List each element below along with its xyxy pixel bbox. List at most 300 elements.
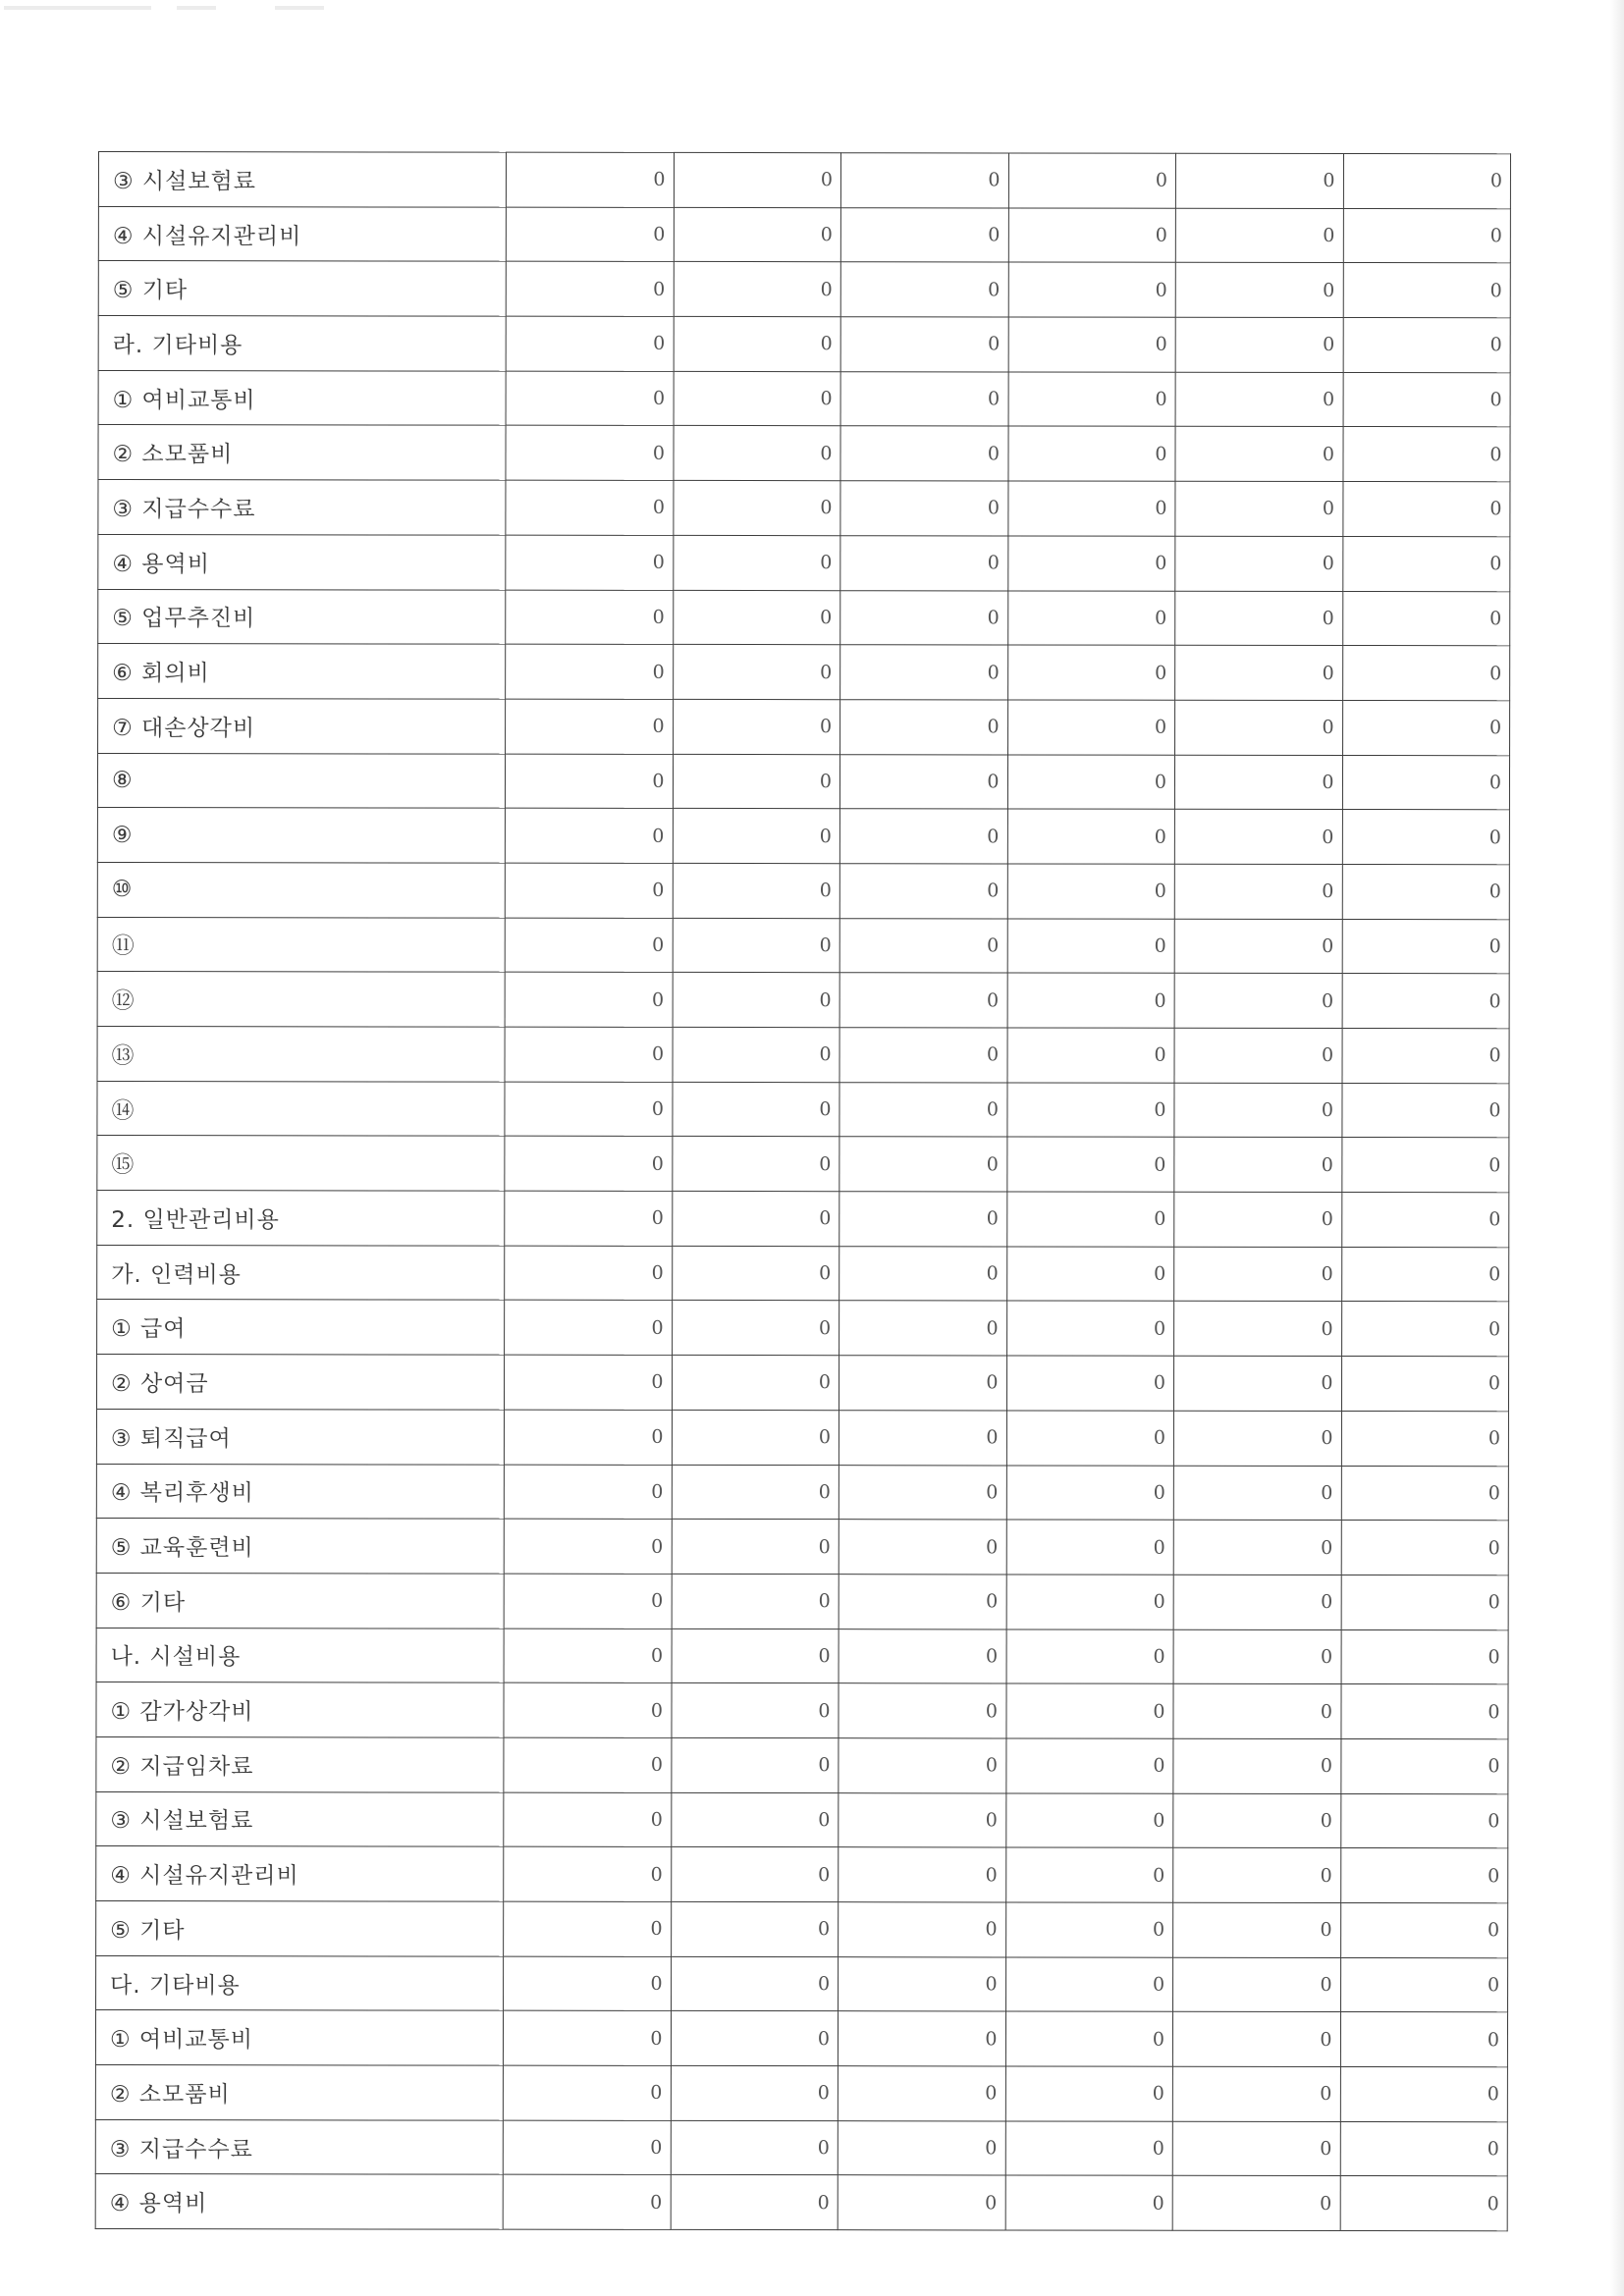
value-cell: 0 [1172,2176,1340,2231]
table-row [98,261,1510,318]
value-cell: 0 [1175,372,1343,427]
table-row [96,1573,1508,1629]
table-row [96,1900,1508,1957]
table-row [98,370,1510,427]
value-cell: 0 [840,317,1008,372]
value-cell: 0 [839,1629,1006,1683]
value-cell: 0 [1005,1847,1173,1902]
value-cell: 0 [505,1137,673,1192]
value-cell: 0 [506,699,674,754]
value-cell: 0 [1172,2121,1340,2176]
value-cell: 0 [672,1356,839,1411]
value-cell: 0 [505,754,673,809]
value-cell: 0 [1340,1848,1508,1903]
table-row [96,1791,1508,1848]
value-cell: 0 [505,918,673,973]
value-cell: 0 [1341,1575,1509,1629]
row-label: 다. 기타비용 [96,1955,504,2010]
value-cell: 0 [674,152,841,207]
value-cell: 0 [504,1901,672,1956]
value-cell: 0 [1175,481,1343,536]
table-row [98,206,1510,263]
value-cell: 0 [1005,1793,1173,1848]
value-cell: 0 [673,973,840,1028]
value-cell: 0 [840,426,1008,481]
value-cell: 0 [1340,1957,1508,2012]
value-cell: 0 [671,1737,839,1792]
value-cell: 0 [672,1629,839,1683]
value-cell: 0 [1342,1028,1510,1083]
value-cell: 0 [839,1028,1007,1083]
value-cell: 0 [504,1737,672,1792]
value-cell: 0 [1340,1738,1508,1793]
value-cell: 0 [1342,427,1510,482]
table-row [96,1736,1508,1793]
value-cell: 0 [1007,481,1175,536]
value-cell: 0 [674,262,841,317]
value-cell: 0 [1174,919,1342,974]
table-row [98,152,1510,209]
row-label: ⑤ 교육훈련비 [96,1519,504,1574]
row-label: ① 감가상각비 [96,1682,504,1737]
value-cell: 0 [1340,2121,1508,2176]
table-row [98,534,1510,591]
value-cell: 0 [1007,426,1175,481]
value-cell: 0 [1007,590,1175,645]
value-cell: 0 [1175,208,1343,263]
row-label: ② 소모품비 [98,425,506,480]
value-cell: 0 [839,1410,1006,1465]
value-cell: 0 [1005,2011,1173,2066]
value-cell: 0 [673,590,840,645]
value-cell: 0 [1343,372,1511,427]
table-row [96,1682,1508,1739]
value-cell: 0 [504,1682,672,1737]
value-cell: 0 [506,480,674,535]
row-label: ⑮ [97,1136,505,1191]
value-cell: 0 [671,2175,839,2230]
value-cell: 0 [1174,1192,1342,1247]
scan-edge-shadow [1610,0,1624,2296]
value-cell: 0 [673,481,840,536]
row-label: ③ 지급수수료 [98,480,506,535]
row-label: ① 여비교통비 [95,2010,503,2065]
scan-artifact [275,6,324,10]
value-cell: 0 [1008,153,1176,208]
value-cell: 0 [1342,864,1510,919]
value-cell: 0 [1343,208,1511,263]
value-cell: 0 [672,1410,839,1465]
value-cell: 0 [1341,1193,1509,1248]
value-cell: 0 [1005,2066,1173,2121]
value-cell: 0 [1342,755,1510,810]
value-cell: 0 [504,1574,672,1629]
value-cell: 0 [1005,2121,1173,2176]
value-cell: 0 [1006,1629,1174,1684]
value-cell: 0 [1007,1028,1175,1083]
value-cell: 0 [1175,536,1343,591]
value-cell: 0 [673,754,840,809]
value-cell: 0 [1174,864,1342,919]
scan-artifact [177,6,216,10]
value-cell: 0 [1006,1247,1174,1302]
value-cell: 0 [1340,2176,1508,2231]
value-cell: 0 [671,1847,839,1902]
row-label: ② 상여금 [96,1355,504,1410]
value-cell: 0 [839,1738,1006,1793]
value-cell: 0 [1343,263,1511,318]
value-cell: 0 [505,1191,673,1246]
value-cell: 0 [838,2066,1005,2121]
value-cell: 0 [1007,755,1175,810]
value-cell: 0 [1341,1521,1509,1575]
value-cell: 0 [672,1301,839,1356]
value-cell: 0 [505,808,673,863]
value-cell: 0 [1005,2175,1173,2230]
value-cell: 0 [839,973,1007,1028]
value-cell: 0 [1172,2012,1340,2067]
value-cell: 0 [1006,1356,1174,1411]
value-cell: 0 [1006,1301,1174,1356]
value-cell: 0 [839,1301,1007,1356]
value-cell: 0 [1342,810,1510,865]
expense-table [95,151,1511,2231]
value-cell: 0 [1007,973,1175,1028]
value-cell: 0 [1341,1138,1509,1193]
value-cell: 0 [506,316,674,371]
value-cell: 0 [1008,208,1176,263]
value-cell: 0 [671,2065,839,2120]
value-cell: 0 [506,152,674,207]
value-cell: 0 [840,536,1008,591]
row-label: ④ 시설유지관리비 [96,1846,504,1901]
value-cell: 0 [839,1082,1007,1137]
value-cell: 0 [671,2011,839,2066]
row-label: ④ 시설유지관리비 [98,206,506,261]
value-cell: 0 [504,1956,672,2011]
value-cell: 0 [839,1956,1006,2011]
value-cell: 0 [1172,2066,1340,2121]
value-cell: 0 [840,590,1008,645]
value-cell: 0 [1174,755,1342,810]
value-cell: 0 [672,1082,839,1137]
value-cell: 0 [506,644,674,699]
table-row [95,2119,1507,2176]
value-cell: 0 [1005,1902,1173,1957]
value-cell: 0 [839,809,1007,864]
row-label: ⑭ [97,1081,505,1136]
table-row [97,972,1509,1029]
value-cell: 0 [505,1301,673,1356]
expense-table-container [95,151,1510,2231]
value-cell: 0 [840,262,1008,317]
value-cell: 0 [504,1846,672,1901]
value-cell: 0 [838,2175,1005,2230]
value-cell: 0 [503,2065,671,2120]
value-cell: 0 [1173,1411,1341,1466]
value-cell: 0 [1007,864,1175,919]
row-label: ① 여비교통비 [98,370,506,425]
value-cell: 0 [674,207,841,262]
value-cell: 0 [673,918,840,973]
value-cell: 0 [1174,1028,1342,1083]
value-cell: 0 [839,1192,1007,1247]
value-cell: 0 [505,1246,673,1301]
value-cell: 0 [673,426,840,481]
value-cell: 0 [1007,919,1175,974]
table-row [98,644,1510,701]
scan-artifact [4,6,151,10]
value-cell: 0 [1006,1083,1174,1138]
value-cell: 0 [504,1792,672,1847]
value-cell: 0 [672,1191,839,1246]
value-cell: 0 [839,754,1007,809]
value-cell: 0 [839,1575,1006,1629]
value-cell: 0 [1341,1083,1509,1138]
value-cell: 0 [1340,1684,1508,1739]
value-cell: 0 [840,207,1008,262]
value-cell: 0 [840,371,1008,426]
value-cell: 0 [1340,2067,1508,2122]
value-cell: 0 [504,1465,672,1520]
value-cell: 0 [1173,1466,1341,1521]
value-cell: 0 [1173,1683,1341,1738]
table-row [97,1026,1509,1083]
value-cell: 0 [503,2120,671,2175]
value-cell: 0 [1175,591,1343,646]
value-cell: 0 [1174,1247,1342,1302]
value-cell: 0 [1343,318,1511,373]
row-label: ② 지급임차료 [96,1736,504,1791]
table-row [98,698,1510,755]
value-cell: 0 [1342,536,1510,591]
value-cell: 0 [1008,372,1176,427]
table-row [97,1136,1509,1193]
table-row [98,480,1510,537]
table-row [96,1955,1508,2012]
value-cell: 0 [506,590,674,645]
row-label: 가. 인력비용 [97,1245,505,1300]
value-cell: 0 [1175,427,1343,482]
value-cell: 0 [1173,1738,1341,1793]
value-cell: 0 [1175,153,1343,208]
value-cell: 0 [1174,1302,1342,1357]
value-cell: 0 [1175,263,1343,318]
value-cell: 0 [671,1792,839,1847]
table-row [96,1409,1508,1466]
table-row [97,1191,1509,1248]
value-cell: 0 [674,371,841,426]
value-cell: 0 [1341,1629,1509,1684]
value-cell: 0 [1175,700,1343,755]
value-cell: 0 [1008,317,1176,372]
value-cell: 0 [503,2011,671,2066]
value-cell: 0 [840,481,1008,536]
table-row [98,589,1510,646]
value-cell: 0 [1342,919,1510,974]
value-cell: 0 [1342,646,1510,701]
table-row [95,2010,1507,2067]
value-cell: 0 [1173,1902,1341,1957]
value-cell: 0 [839,1683,1006,1738]
value-cell: 0 [1005,1683,1173,1738]
value-cell: 0 [838,2120,1005,2175]
value-cell: 0 [1175,645,1343,700]
value-cell: 0 [1006,1137,1174,1192]
row-label: ⑧ [97,753,505,808]
row-label: ③ 퇴직급여 [96,1409,504,1464]
value-cell: 0 [1006,1192,1174,1247]
value-cell: 0 [504,1410,672,1465]
value-cell: 0 [1007,700,1175,755]
value-cell: 0 [1342,591,1510,646]
value-cell: 0 [839,1465,1006,1520]
value-cell: 0 [674,316,841,371]
value-cell: 0 [1005,1957,1173,2012]
value-cell: 0 [505,1027,673,1082]
value-cell: 0 [1174,1083,1342,1138]
value-cell: 0 [673,863,840,918]
value-cell: 0 [839,1520,1006,1575]
row-label: ③ 시설보험료 [98,152,506,207]
value-cell: 0 [673,1027,840,1082]
table-row [97,1081,1509,1138]
value-cell: 0 [1007,536,1175,591]
table-row [98,425,1510,482]
row-label: ⑪ [97,917,505,972]
row-label: ③ 지급수수료 [95,2119,503,2174]
value-cell: 0 [1342,482,1510,537]
row-label: ⑤ 기타 [98,261,506,316]
value-cell: 0 [1341,1466,1509,1521]
value-cell: 0 [671,1901,839,1956]
value-cell: 0 [505,863,673,918]
value-cell: 0 [672,1246,839,1301]
table-row [96,1628,1508,1684]
value-cell: 0 [1173,1356,1341,1411]
value-cell: 0 [839,1902,1006,1957]
table-row [96,1519,1508,1575]
row-label: 라. 기타비용 [98,316,506,371]
value-cell: 0 [672,1465,839,1520]
table-row [96,1464,1508,1521]
value-cell: 0 [503,2175,671,2230]
table-row [97,1300,1509,1357]
value-cell: 0 [1006,1465,1174,1520]
value-cell: 0 [672,1520,839,1575]
row-label: ① 급여 [97,1300,505,1355]
row-label: ⑩ [97,862,505,917]
value-cell: 0 [504,1519,672,1574]
value-cell: 0 [506,262,674,317]
value-cell: 0 [1173,1957,1341,2012]
row-label: 2. 일반관리비용 [97,1191,505,1246]
value-cell: 0 [671,1956,839,2011]
value-cell: 0 [1007,645,1175,700]
value-cell: 0 [1340,1902,1508,1957]
row-label: ⑦ 대손상각비 [98,698,506,753]
value-cell: 0 [1173,1575,1341,1629]
value-cell: 0 [506,535,674,590]
value-cell: 0 [672,1574,839,1629]
value-cell: 0 [505,1082,673,1137]
row-label: ⑬ [97,1026,505,1081]
row-label: ⑫ [97,972,505,1027]
value-cell: 0 [840,645,1008,700]
table-row [97,1245,1509,1302]
row-label: ④ 복리후생비 [96,1464,504,1519]
row-label: ⑤ 업무추진비 [98,589,506,644]
value-cell: 0 [839,1246,1007,1301]
value-cell: 0 [1007,809,1175,864]
row-label: ⑥ 회의비 [98,644,506,699]
value-cell: 0 [1005,1738,1173,1793]
value-cell: 0 [1343,153,1511,208]
value-cell: 0 [1173,1848,1341,1903]
table-row [95,2065,1507,2122]
value-cell: 0 [839,918,1007,973]
value-cell: 0 [1006,1520,1174,1575]
row-label: 나. 시설비용 [96,1628,504,1682]
value-cell: 0 [1340,2012,1508,2067]
value-cell: 0 [1006,1575,1174,1629]
row-label: ⑥ 기타 [96,1573,504,1628]
value-cell: 0 [1173,1793,1341,1848]
expense-table-body [95,152,1510,2231]
table-row [95,2174,1507,2231]
table-row [98,316,1510,373]
value-cell: 0 [1174,1138,1342,1193]
table-row [97,808,1509,865]
value-cell: 0 [673,535,840,590]
value-cell: 0 [1342,700,1510,755]
value-cell: 0 [506,371,674,426]
value-cell: 0 [1341,1302,1509,1357]
table-row [96,1355,1508,1412]
value-cell: 0 [838,2011,1005,2066]
row-label: ⑨ [97,808,505,863]
value-cell: 0 [1173,1629,1341,1684]
value-cell: 0 [1341,1411,1509,1466]
table-row [97,917,1509,974]
value-cell: 0 [672,1137,839,1192]
value-cell: 0 [1341,1247,1509,1302]
value-cell: 0 [673,699,840,754]
value-cell: 0 [1173,1520,1341,1575]
value-cell: 0 [506,207,674,262]
value-cell: 0 [839,1792,1006,1847]
value-cell: 0 [673,645,840,700]
value-cell: 0 [673,809,840,864]
value-cell: 0 [1342,974,1510,1029]
row-label: ② 소모품비 [95,2065,503,2120]
value-cell: 0 [839,1847,1006,1902]
value-cell: 0 [504,1355,672,1410]
value-cell: 0 [840,700,1008,755]
table-row [96,1846,1508,1903]
row-label: ④ 용역비 [95,2174,503,2229]
value-cell: 0 [839,1356,1006,1411]
value-cell: 0 [1340,1793,1508,1848]
value-cell: 0 [839,864,1007,919]
value-cell: 0 [839,1137,1007,1192]
value-cell: 0 [1174,974,1342,1029]
value-cell: 0 [1175,317,1343,372]
value-cell: 0 [504,1629,672,1683]
value-cell: 0 [1008,262,1176,317]
row-label: ③ 시설보험료 [96,1791,504,1846]
value-cell: 0 [1174,809,1342,864]
